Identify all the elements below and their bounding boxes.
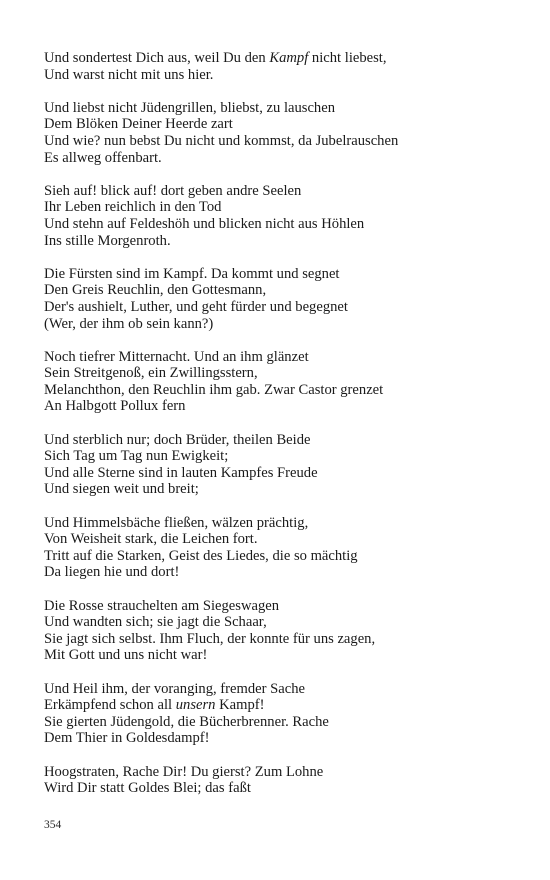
- verse-line: [44, 349, 534, 366]
- verse-text: Da liegen hie und dort!: [44, 564, 180, 581]
- stanza: [44, 349, 534, 415]
- verse-line: [44, 233, 534, 250]
- verse-line: [44, 564, 534, 581]
- verse-line: [44, 50, 534, 67]
- stanza: [44, 764, 534, 797]
- verse-line: [44, 398, 534, 415]
- verse-line: [44, 282, 534, 299]
- verse-text: Und siegen weit und breit;: [44, 481, 199, 498]
- verse-line: [44, 133, 534, 150]
- verse-line: [44, 481, 534, 498]
- verse-text: Noch tiefrer Mitternacht. Und an ihm glänzet: [44, 348, 309, 365]
- verse-text: nicht liebest,: [308, 50, 387, 66]
- verse-line: [44, 316, 534, 333]
- verse-text: Ihr Leben reichlich in den Tod: [44, 199, 222, 216]
- verse-line: [44, 448, 534, 465]
- stanza: [44, 100, 534, 166]
- verse-line: [44, 598, 534, 615]
- stanza: [44, 598, 534, 664]
- verse-text: Und wie? nun bebst Du nicht und kommst, da Jubelrauschen: [44, 132, 399, 149]
- verse-line: [44, 67, 534, 84]
- verse-text: Hoogstraten, Rache Dir! Du gierst? Zum Lohne: [44, 763, 324, 780]
- verse-text: Und wandten sich; sie jagt die Schaar,: [44, 614, 267, 631]
- verse-text: Den Greis Reuchlin, den Gottesmann,: [44, 282, 267, 299]
- verse-text: (Wer, der ihm ob sein kann?): [44, 315, 214, 332]
- verse-text: An Halbgott Pollux fern: [44, 398, 186, 415]
- verse-text: Die Fürsten sind im Kampf. Da kommt und segnet: [44, 265, 340, 282]
- verse-line: [44, 531, 534, 548]
- verse-line: [44, 614, 534, 631]
- emphasized-word: Kampf: [269, 50, 309, 66]
- verse-text: Dem Blöken Deiner Heerde zart: [44, 116, 233, 133]
- verse-line: [44, 681, 534, 698]
- verse-text: Sein Streitgenoß, ein Zwillingsstern,: [44, 365, 258, 382]
- verse-line: [44, 764, 534, 781]
- stanza: [44, 266, 534, 332]
- stanza: [44, 50, 534, 83]
- verse-text: Und alle Sterne sind in lauten Kampfes Freude: [44, 464, 318, 481]
- verse-text: Von Weisheit stark, die Leichen fort.: [44, 531, 258, 548]
- verse-line: [44, 465, 534, 482]
- verse-text: Und warst nicht mit uns hier.: [44, 66, 214, 83]
- verse-line: [44, 183, 534, 200]
- verse-text: Es allweg offenbart.: [44, 149, 162, 166]
- verse-text: Wird Dir statt Goldes Blei; das faßt: [44, 780, 251, 797]
- verse-line: [44, 780, 534, 797]
- verse-text: Sieh auf! blick auf! dort geben andre Seelen: [44, 182, 302, 199]
- verse-line: [44, 299, 534, 316]
- verse-text: Kampf!: [215, 697, 265, 714]
- verse-line: [44, 730, 534, 747]
- verse-line: [44, 150, 534, 167]
- verse-text: Sich Tag um Tag nun Ewigkeit;: [44, 448, 229, 465]
- verse-text: Und liebst nicht Jüdengrillen, bliebst, zu lauschen: [44, 99, 336, 116]
- verse-text: Erkämpfend schon all: [44, 697, 176, 714]
- emphasized-word: unsern: [175, 697, 216, 714]
- verse-text: Und sondertest Dich aus, weil Du den: [44, 50, 270, 66]
- verse-text: Tritt auf die Starken, Geist des Liedes, die so mächtig: [44, 547, 358, 564]
- verse-text: Und sterblich nur; doch Brüder, theilen Beide: [44, 431, 311, 448]
- verse-line: [44, 697, 534, 714]
- stanza: [44, 183, 534, 249]
- verse-line: [44, 199, 534, 216]
- stanza: [44, 515, 534, 581]
- stanza: [44, 432, 534, 498]
- verse-text: Der's aushielt, Luther, und geht fürder und begegnet: [44, 298, 348, 315]
- poem-body: [44, 50, 534, 813]
- verse-line: [44, 382, 534, 399]
- verse-text: Und stehn auf Feldeshöh und blicken nicht aus Höhlen: [44, 215, 365, 232]
- verse-line: [44, 432, 534, 449]
- verse-text: Melanchthon, den Reuchlin ihm gab. Zwar Castor grenzet: [44, 381, 384, 398]
- verse-text: Dem Thier in Goldesdampf!: [44, 730, 210, 747]
- verse-line: [44, 647, 534, 664]
- verse-text: Und Heil ihm, der voranging, fremder Sache: [44, 680, 305, 697]
- verse-text: Ins stille Morgenroth.: [44, 232, 171, 249]
- page-number: 354: [44, 819, 62, 831]
- verse-text: Sie jagt sich selbst. Ihm Fluch, der konnte für uns zagen,: [44, 630, 376, 647]
- verse-text: Sie gierten Jüdengold, die Bücherbrenner. Rache: [44, 713, 329, 730]
- stanza: [44, 681, 534, 747]
- verse-line: [44, 100, 534, 117]
- verse-line: [44, 116, 534, 133]
- verse-text: Die Rosse strauchelten am Siegeswagen: [44, 597, 280, 614]
- verse-text: Und Himmelsbäche fließen, wälzen prächtig,: [44, 514, 309, 531]
- verse-line: [44, 631, 534, 648]
- verse-line: [44, 515, 534, 532]
- verse-line: [44, 548, 534, 565]
- verse-line: [44, 714, 534, 731]
- verse-line: [44, 266, 534, 283]
- verse-line: [44, 216, 534, 233]
- verse-line: [44, 365, 534, 382]
- verse-text: Mit Gott und uns nicht war!: [44, 647, 208, 664]
